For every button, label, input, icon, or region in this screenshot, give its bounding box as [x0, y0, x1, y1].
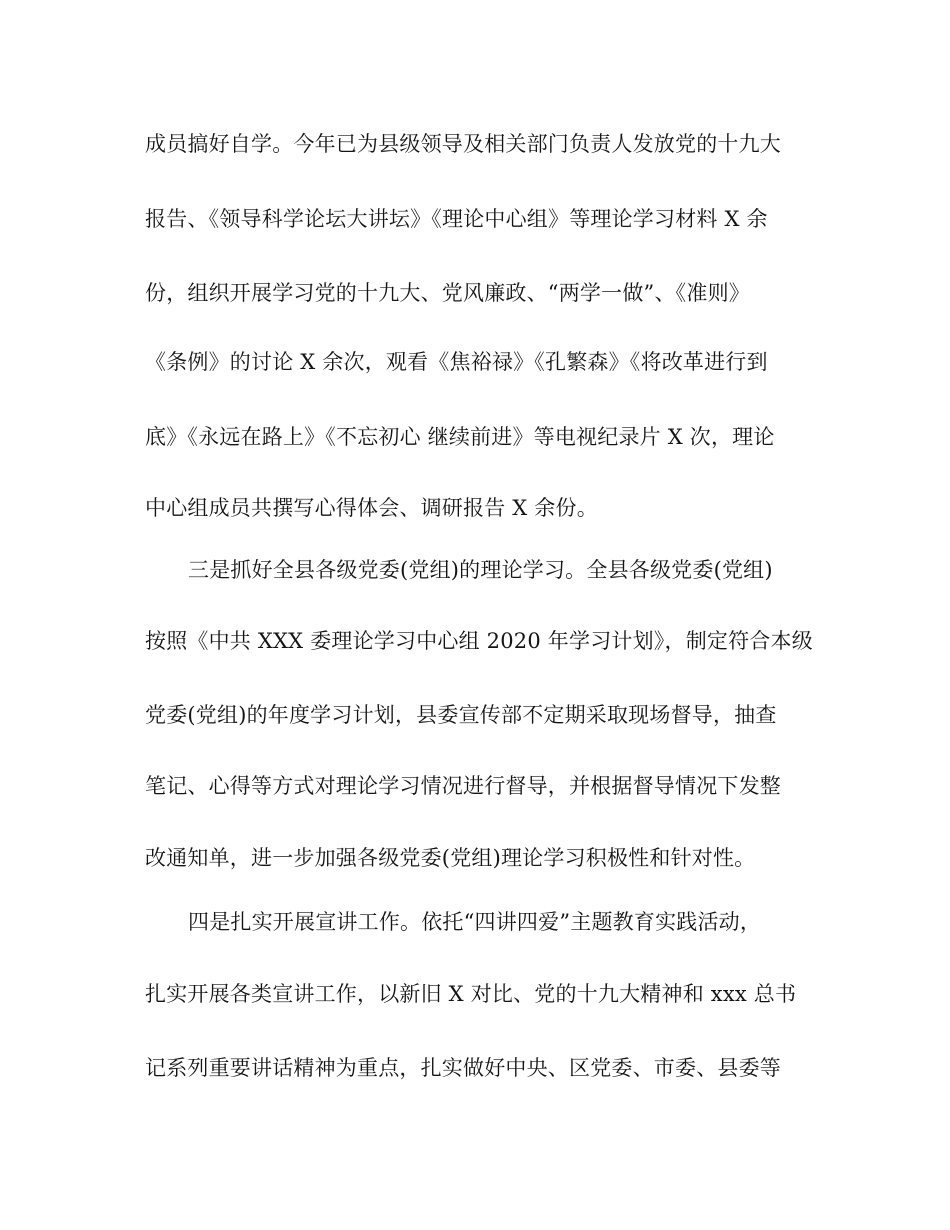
text-line: 党委(党组)的年度学习计划，县委宣传部不定期采取现场督导，抽查	[145, 703, 777, 727]
text-line: 《条例》的讨论 X 余次，观看《焦裕禄》《孔繁森》《将改革进行到	[145, 350, 768, 374]
paragraph-first-line: 四是扎实开展宣讲工作。依托“四讲四爱”主题教育实践活动，	[188, 910, 762, 934]
text-line: 记系列重要讲话精神为重点，扎实做好中央、区党委、市委、县委等	[145, 1056, 781, 1080]
text-line: 笔记、心得等方式对理论学习情况进行督导，并根据督导情况下发整	[145, 774, 781, 798]
text-line: 扎实开展各类宣讲工作，以新旧 X 对比、党的十九大精神和 xxx 总书	[145, 982, 797, 1006]
paragraph-first-line: 三是抓好全县各级党委(党组)的理论学习。全县各级党委(党组)	[188, 558, 773, 582]
text-line: 报告、《领导科学论坛大讲坛》《理论中心组》等理论学习材料 X 余	[145, 207, 768, 231]
text-line: 底》《永远在路上》《不忘初心 继续前进》等电视纪录片 X 次，理论	[145, 425, 775, 449]
text-line: 成员搞好自学。今年已为县级领导及相关部门负责人发放党的十九大	[145, 132, 781, 156]
text-line: 份，组织开展学习党的十九大、党风廉政、“两学一做”、《准则》	[145, 281, 750, 305]
text-line: 改通知单，进一步加强各级党委(党组)理论学习积极性和针对性。	[145, 846, 756, 870]
text-line: 按照《中共 XXX 委理论学习中心组 2020 年学习计划》，制定符合本级	[145, 629, 813, 653]
text-line: 中心组成员共撰写心得体会、调研报告 X 余份。	[145, 496, 598, 520]
